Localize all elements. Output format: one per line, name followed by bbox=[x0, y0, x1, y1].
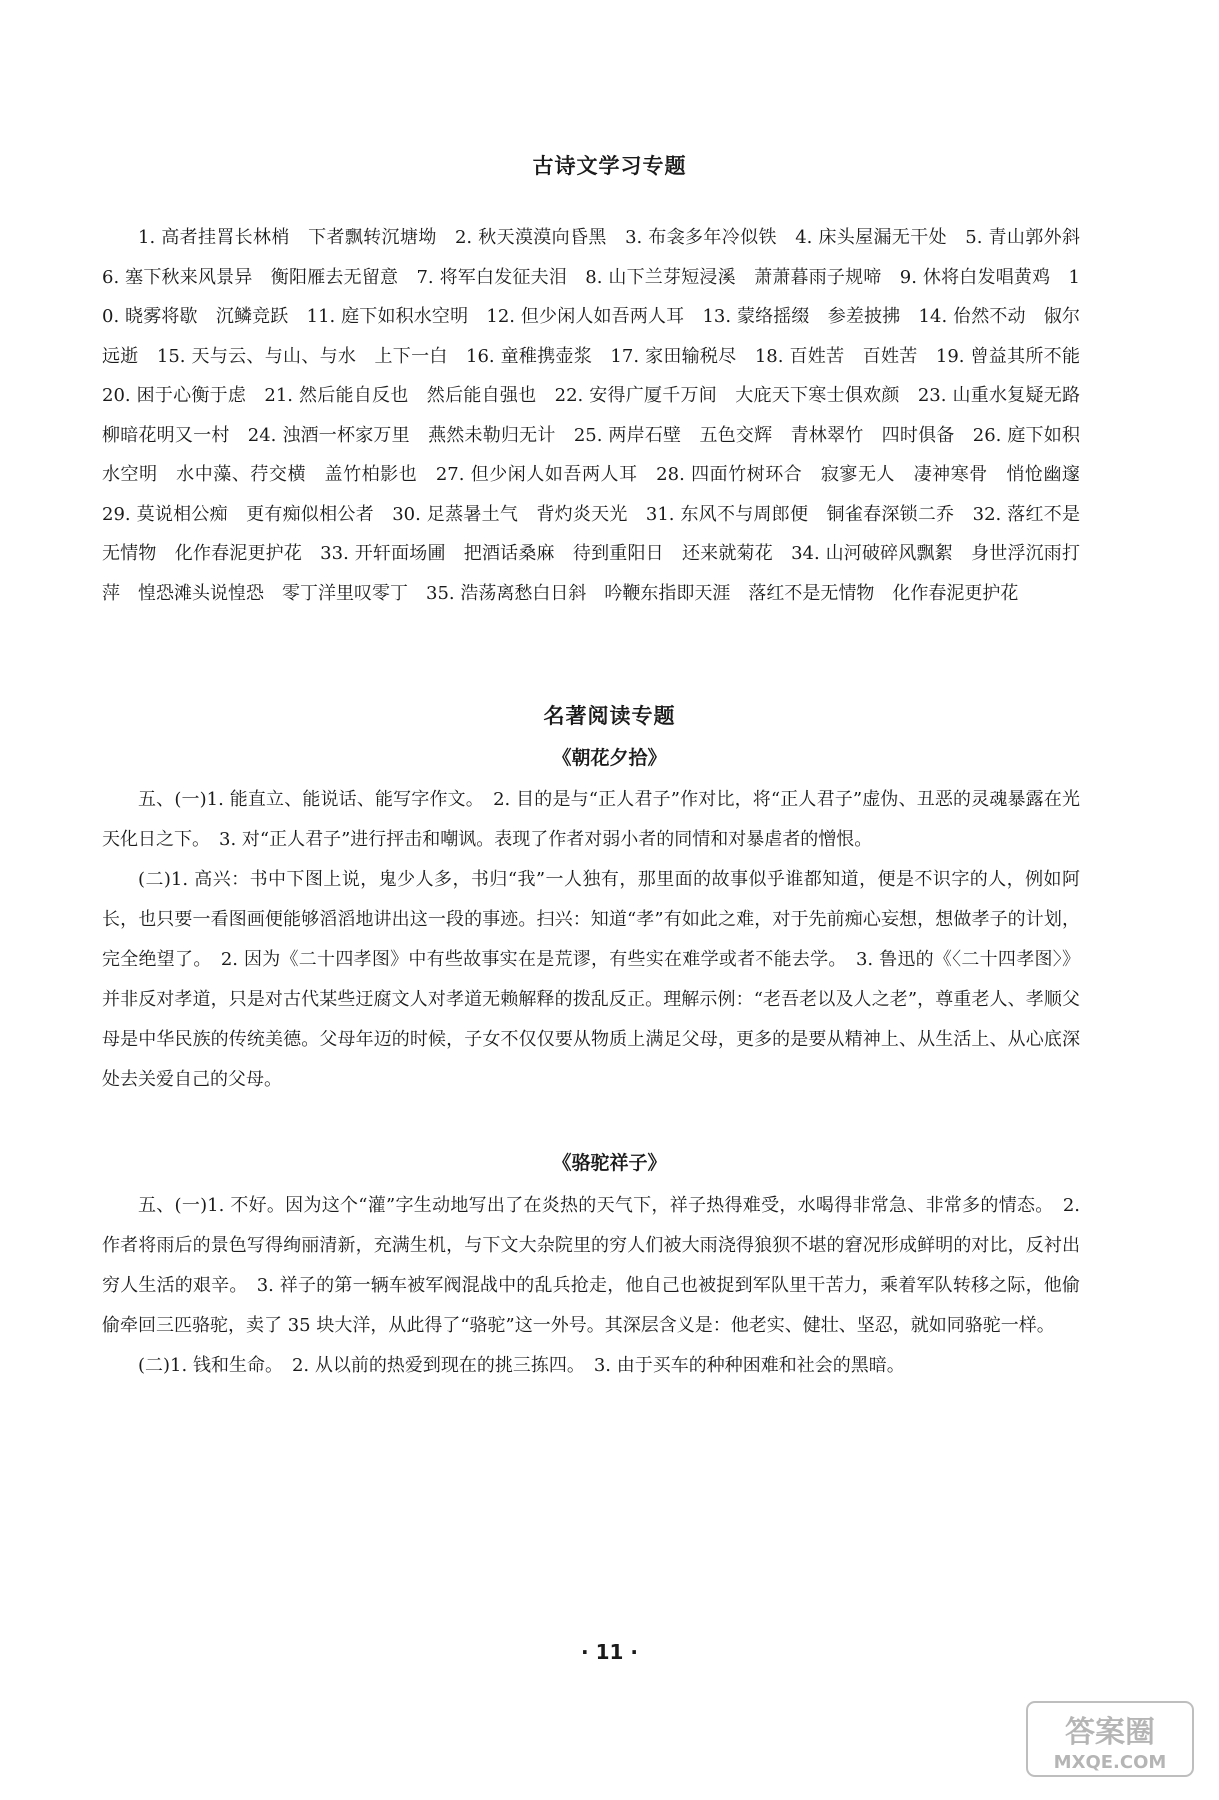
zhaohua-answers bbox=[102, 780, 1080, 1100]
watermark-line1: 答案圈 bbox=[1065, 1715, 1155, 1750]
section-title-classics: 名著阅读专题 bbox=[543, 704, 676, 728]
luotuo-answers bbox=[102, 1186, 1080, 1386]
book-title-zhaohua: 《朝花夕拾》 bbox=[552, 747, 667, 769]
book-title-luotuo: 《骆驼祥子》 bbox=[552, 1152, 667, 1174]
poetry-answers bbox=[102, 218, 1098, 613]
poetry-answers-text: 1. 高者挂罥长林梢 下者飘转沉塘坳 2. 秋天漠漠向昏黑 3. 布衾多年冷似铁 4. 床头屋漏无干处 5. 青山郭外斜 6. 塞下秋来风景异 衡阳雁去无留意 7. 将军白发征夫泪 8. 山下兰芽短浸溪 萧萧暮雨子规啼 9. 休将白发唱黄鸡 10. 晓雾将歇 沉鳞竞跃 11. 庭下如积水空明 12. 但少闲人如吾两人耳 13. 蒙络摇缀 参差披拂 14. 佁然不动 俶尔远逝 15. 天与云、与山、与水 上下一白 16. 童稚携壶浆 17. 家田输税尽 18. 百姓苦 百姓苦 19. 曾益其所不能 20. 困于心衡于虑 21. 然后能自反也 然后能自强也 22. 安得广厦千万间 大庇天下寒士俱欢颜 23. 山重水复疑无路 柳暗花明又一村 24. 浊酒一杯家万里 燕然未勒归无计 25. 两岸石壁 五色交辉 青林翠竹 四时俱备 26. 庭下如积水空明 水中藻、荇交横 盖竹柏影也 27. 但少闲人如吾两人耳 28. 四面竹树环合 寂寥无人 凄神寒骨 悄怆幽邃 29. 莫说相公痴 更有痴似相公者 30. 足蒸暑土气 背灼炎天光 31. 东风不与周郎便 铜雀春深锁二乔 32. 落红不是无情物 化作春泥更护花 33. 开轩面场圃 把酒话桑麻 待到重阳日 还来就菊花 34. 山河破碎风飘絮 身世浮沉雨打萍 惶恐滩头说惶恐 零丁洋里叹零丁 35. 浩荡离愁白日斜 吟鞭东指即天涯 落红不是无情物 化作春泥更护花 bbox=[102, 227, 1098, 604]
page-number: · 11 · bbox=[581, 1640, 638, 1664]
watermark-logo bbox=[1025, 1700, 1195, 1778]
luotuo-paragraph-1: 五、(一)1. 不好。因为这个“灌”字生动地写出了在炎热的天气下，祥子热得难受，水喝得非常急、非常多的情态。 2. 作者将雨后的景色写得绚丽清新，充满生机，与下文大杂院里的穷人们被大雨浇得狼狈不堪的窘况形成鲜明的对比，反衬出穷人生活的艰辛。 3. 祥子的第一辆车被军阀混战中的乱兵抢走，他自己也被捉到军队里干苦力，乘着军队转移之际，他偷偷牵回三匹骆驼，卖了 35 块大洋，从此得了“骆驼”这一外号。其深层含义是：他老实、健壮、坚忍，就如同骆驼一样。 bbox=[102, 1195, 1080, 1336]
luotuo-paragraph-2: (二)1. 钱和生命。 2. 从以前的热爱到现在的挑三拣四。 3. 由于买车的种种困难和社会的黑暗。 bbox=[138, 1355, 905, 1376]
zhaohua-paragraph-2: (二)1. 高兴：书中下图上说，鬼少人多，书归“我”一人独有，那里面的故事似乎谁都知道，便是不识字的人，例如阿长，也只要一看图画便能够滔滔地讲出这一段的事迹。扫兴：知道“孝”有如此之难，对于先前痴心妄想，想做孝子的计划，完全绝望了。 2. 因为《二十四孝图》中有些故事实在是荒谬，有些实在难学或者不能去学。 3. 鲁迅的《〈二十四孝图〉》并非反对孝道，只是对古代某些迂腐文人对孝道无赖解释的拨乱反正。理解示例：“老吾老以及人之老”，尊重老人、孝顺父母是中华民族的传统美德。父母年迈的时候，子女不仅仅要从物质上满足父母，更多的是要从精神上、从生活上、从心底深处去关爱自己的父母。 bbox=[102, 869, 1080, 1090]
section-title-poetry: 古诗文学习专题 bbox=[532, 154, 687, 178]
zhaohua-paragraph-1: 五、(一)1. 能直立、能说话、能写字作文。 2. 目的是与“正人君子”作对比，将“正人君子”虚伪、丑恶的灵魂暴露在光天化日之下。 3. 对“正人君子”进行抨击和嘲讽。表现了作者对弱小者的同情和对暴虐者的憎恨。 bbox=[102, 789, 1080, 850]
watermark-line2: MXQE.COM bbox=[1053, 1752, 1167, 1773]
